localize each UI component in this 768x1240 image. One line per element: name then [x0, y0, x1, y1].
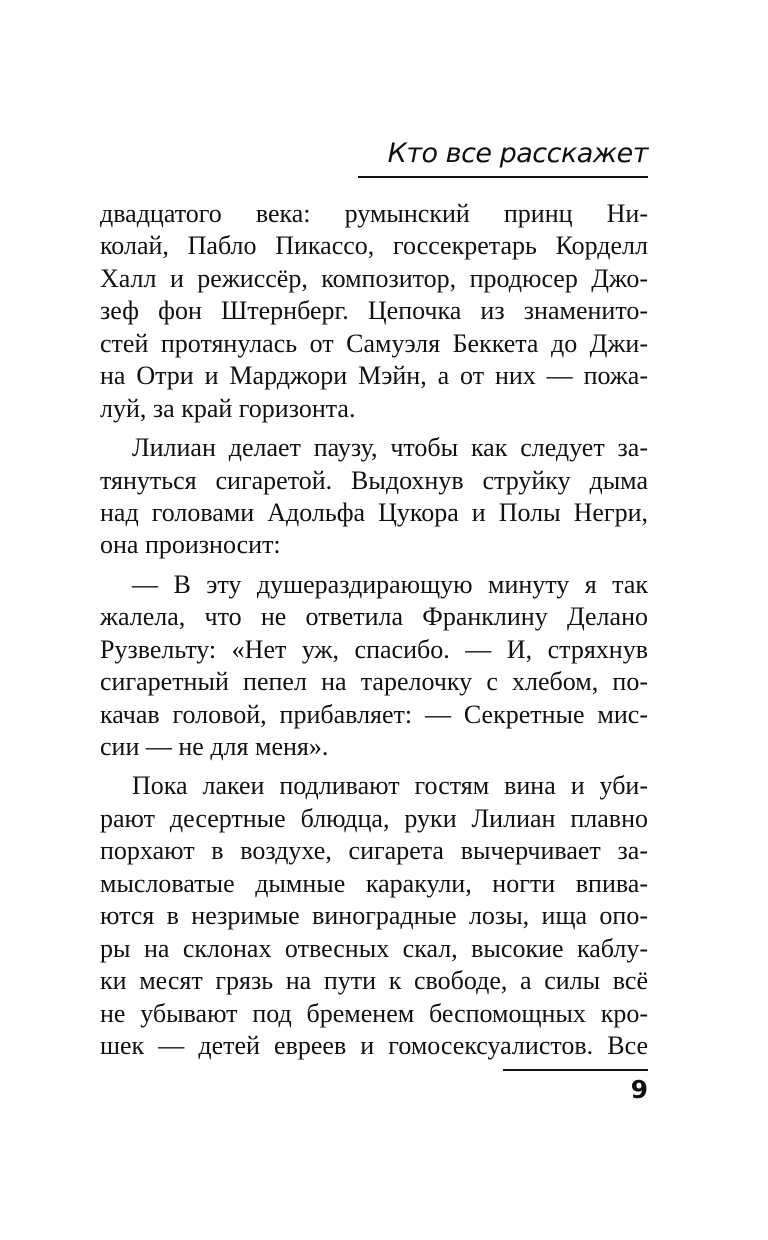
text-line: — В эту душераздирающую минуту я так	[132, 569, 648, 599]
text-line: порхают в воздухе, сигарета вычерчивает за-	[100, 836, 648, 866]
footer-rule	[503, 1069, 648, 1071]
text-line: над головами Адольфа Цукора и Полы Негри,	[100, 497, 648, 527]
text-line: на Отри и Марджори Мэйн, а от них — пожа-	[100, 361, 648, 391]
text-line: Рузвельту: «Нет уж, спасибо. — И, стряхнув	[100, 634, 648, 664]
paragraph-gap	[100, 562, 648, 569]
text-line: сигаретный пепел на тарелочку с хлебом, по-	[100, 667, 648, 697]
running-header-title: Кто все расскажет	[387, 138, 648, 169]
text-line: Лилиан делает паузу, чтобы как следует за-	[132, 433, 648, 463]
text-line: ки месят грязь на пути к свободе, а силы всё	[100, 966, 648, 996]
text-line: качав головой, прибавляет: — Секретные мис-	[100, 699, 648, 729]
text-line: не убывают под бременем беспомощных кро-	[100, 998, 648, 1028]
text-line: мысловатые дымные каракули, ногти впива-	[100, 868, 648, 898]
text-line: двадцатого века: румынский принц Ни-	[100, 199, 648, 228]
text-line: ры на склонах отвесных скал, высокие каблу-	[100, 933, 648, 963]
text-line: луй, за край горизонта.	[100, 393, 356, 423]
text-line: шек — детей евреев и гомосексуалистов. Все	[100, 1030, 648, 1060]
text-line: рают десертные блюдца, руки Лилиан плавно	[100, 803, 648, 833]
text-line: Халл и режиссёр, композитор, продюсер Джо-	[100, 263, 648, 293]
paragraph-gap	[100, 425, 648, 432]
header-rule	[358, 176, 648, 178]
text-line: тянуться сигаретой. Выдохнув струйку дыма	[100, 465, 648, 495]
paragraph-gap	[100, 763, 648, 770]
text-line: жалела, что не ответила Франклину Делано	[100, 602, 648, 632]
text-line: зеф фон Штернберг. Цепочка из знаменито-	[100, 296, 648, 326]
text-line: ются в незримые виноградные лозы, ища опо-	[100, 901, 648, 931]
page-number: 9	[630, 1075, 648, 1104]
text-line: стей протянулась от Самуэля Беккета до Джи-	[100, 328, 648, 358]
body-text	[100, 198, 648, 1062]
text-line: она произносит:	[100, 530, 281, 560]
text-line: колай, Пабло Пикассо, госсекретарь Корделл	[100, 231, 648, 261]
text-line: Пока лакеи подливают гостям вина и уби-	[132, 771, 648, 801]
text-line: сии — не для меня».	[100, 732, 329, 761]
